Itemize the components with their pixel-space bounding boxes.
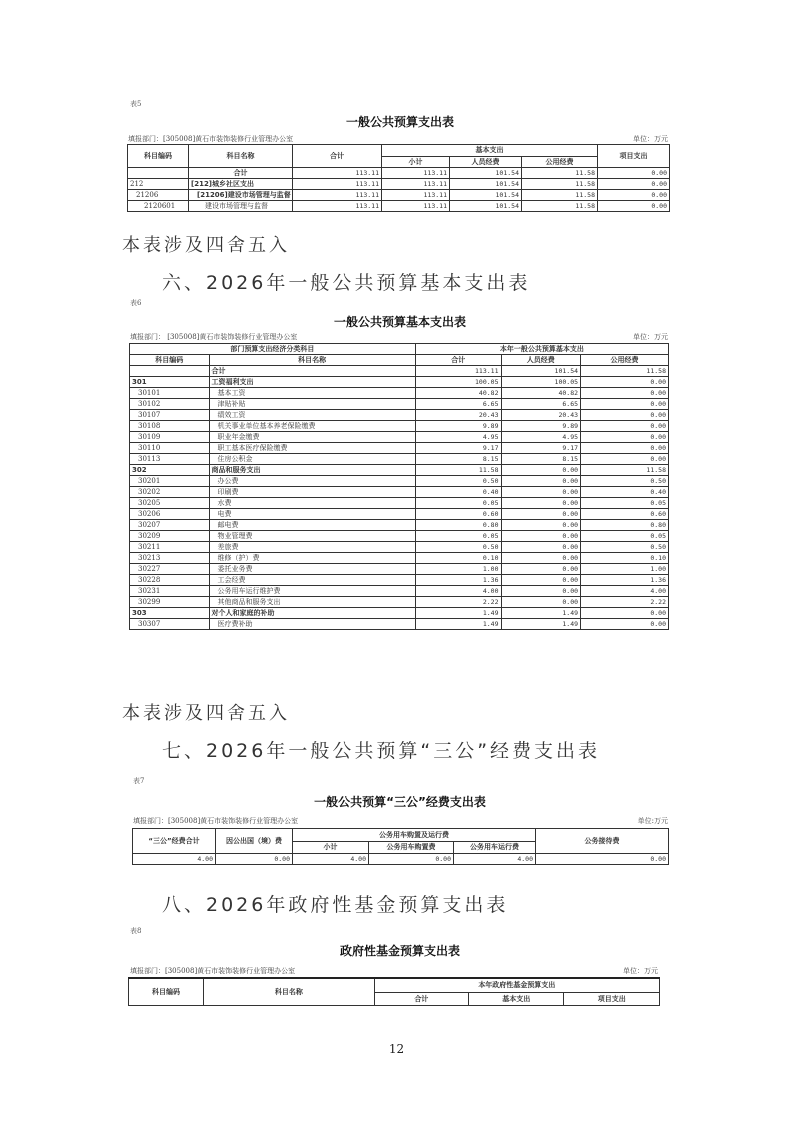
t5-cell-code [128, 168, 189, 179]
t6-cell-public: 0.10 [581, 553, 669, 564]
t6-cell-code: 30227 [130, 564, 210, 575]
t6-h-personnel: 人员经费 [501, 355, 581, 366]
t5-cell-total: 113.11 [293, 168, 382, 179]
table7-unit: 单位:万元 [637, 817, 668, 825]
t6-cell-personnel: 0.00 [501, 498, 581, 509]
t7-car-purchase: 0.00 [369, 854, 454, 865]
t6-cell-personnel: 101.54 [501, 366, 581, 377]
t6-cell-code: 30213 [130, 553, 210, 564]
t6-cell-public: 11.58 [581, 366, 669, 377]
t6-h-total: 合计 [415, 355, 501, 366]
t5-cell-public: 11.58 [522, 190, 598, 201]
t6-cell-name: 工会经费 [209, 575, 415, 586]
t6-cell-personnel: 0.00 [501, 586, 581, 597]
t7-h-reception: 公务接待费 [536, 829, 669, 854]
t6-cell-total: 4.00 [415, 586, 501, 597]
t6-cell-code [130, 366, 210, 377]
table5-tag: 表5 [130, 100, 142, 108]
t7-total: 4.00 [133, 854, 216, 865]
t6-cell-total: 8.15 [415, 454, 501, 465]
t5-cell-personnel: 101.54 [450, 201, 522, 212]
t6-cell-personnel: 0.00 [501, 564, 581, 575]
table-row [130, 388, 669, 399]
table5 [127, 144, 670, 212]
t6-cell-total: 0.05 [415, 531, 501, 542]
t6-cell-code: 30211 [130, 542, 210, 553]
t6-cell-code: 30108 [130, 421, 210, 432]
t6-h-group-right: 本年一般公共预算基本支出 [415, 344, 668, 355]
t6-cell-total: 20.43 [415, 410, 501, 421]
t8-h-project: 项目支出 [564, 992, 660, 1005]
page-number: 12 [388, 1042, 405, 1056]
t6-cell-public: 0.00 [581, 619, 669, 630]
t6-cell-total: 0.50 [415, 542, 501, 553]
t6-cell-name: 水费 [209, 498, 415, 509]
t7-h-abroad: 因公出国（境）费 [216, 829, 293, 854]
t6-cell-code: 30101 [130, 388, 210, 399]
t6-cell-personnel: 0.00 [501, 487, 581, 498]
table-row [130, 366, 669, 377]
t6-cell-code: 30109 [130, 432, 210, 443]
table-row [130, 476, 669, 487]
t5-h-public: 公用经费 [522, 156, 598, 168]
t6-cell-public: 0.50 [581, 542, 669, 553]
table-row [130, 564, 669, 575]
t6-cell-personnel: 0.00 [501, 542, 581, 553]
t5-h-code: 科目编码 [128, 145, 189, 168]
t8-h-name: 科目名称 [204, 978, 375, 1006]
t5-cell-public: 11.58 [522, 179, 598, 190]
t6-cell-code: 302 [130, 465, 210, 476]
t6-cell-code: 30102 [130, 399, 210, 410]
t6-cell-public: 1.36 [581, 575, 669, 586]
t5-cell-subtotal: 113.11 [382, 201, 450, 212]
t6-cell-public: 0.60 [581, 509, 669, 520]
t6-cell-total: 0.40 [415, 487, 501, 498]
t6-h-group-left: 部门预算支出经济分类科目 [130, 344, 416, 355]
t5-h-personnel: 人员经费 [450, 156, 522, 168]
table-row [130, 531, 669, 542]
t6-cell-name: 维修（护）费 [209, 553, 415, 564]
table6 [129, 343, 669, 630]
t5-cell-name: 建设市场管理与监督 [189, 201, 293, 212]
t8-h-group: 本年政府性基金预算支出 [374, 978, 659, 992]
table-row [130, 443, 669, 454]
t6-cell-name: 物业管理费 [209, 531, 415, 542]
t6-cell-public: 0.05 [581, 531, 669, 542]
t6-cell-name: 委托业务费 [209, 564, 415, 575]
t6-cell-personnel: 0.00 [501, 553, 581, 564]
table-row [130, 421, 669, 432]
table-row [128, 201, 670, 212]
t6-cell-code: 30202 [130, 487, 210, 498]
t6-cell-personnel: 8.15 [501, 454, 581, 465]
t6-cell-public: 0.00 [581, 432, 669, 443]
t6-cell-personnel: 4.95 [501, 432, 581, 443]
t5-cell-subtotal: 113.11 [382, 179, 450, 190]
t6-cell-name: 其他商品和服务支出 [209, 597, 415, 608]
t6-cell-code: 30201 [130, 476, 210, 487]
t6-cell-total: 100.05 [415, 377, 501, 388]
t6-cell-total: 1.00 [415, 564, 501, 575]
table8-tag: 表8 [130, 927, 142, 935]
section-heading-6: 六、2026年一般公共预算基本支出表 [162, 272, 531, 294]
t6-cell-name: 基本工资 [209, 388, 415, 399]
t5-cell-personnel: 101.54 [450, 168, 522, 179]
table5-title: 一般公共预算支出表 [345, 115, 454, 129]
table6-title: 一般公共预算基本支出表 [333, 315, 466, 329]
t6-cell-code: 303 [130, 608, 210, 619]
t7-car-operation: 4.00 [454, 854, 536, 865]
t6-cell-name: 电费 [209, 509, 415, 520]
t6-h-name: 科目名称 [209, 355, 415, 366]
t6-cell-name: 对个人和家庭的补助 [209, 608, 415, 619]
table8-title: 政府性基金预算支出表 [339, 944, 460, 958]
table-row [130, 597, 669, 608]
t6-cell-personnel: 0.00 [501, 465, 581, 476]
t6-cell-public: 0.50 [581, 476, 669, 487]
t6-cell-name: 机关事业单位基本养老保险缴费 [209, 421, 415, 432]
t6-cell-personnel: 6.65 [501, 399, 581, 410]
t6-cell-name: 住房公积金 [209, 454, 415, 465]
t6-h-code: 科目编码 [130, 355, 210, 366]
t5-cell-total: 113.11 [293, 179, 382, 190]
table-row [130, 377, 669, 388]
table6-tag: 表6 [130, 299, 142, 307]
t5-cell-total: 113.11 [293, 201, 382, 212]
t6-cell-code: 30206 [130, 509, 210, 520]
t6-cell-public: 0.00 [581, 377, 669, 388]
t5-cell-project: 0.00 [598, 201, 670, 212]
t6-cell-code: 30209 [130, 531, 210, 542]
t6-cell-code: 30299 [130, 597, 210, 608]
t6-cell-personnel: 0.00 [501, 531, 581, 542]
table7-title: 一般公共预算“三公”经费支出表 [314, 795, 486, 809]
table5-dept: 填报部门：[305008]黄石市装饰装修行业管理办公室 [128, 135, 294, 143]
t7-car-subtotal: 4.00 [293, 854, 369, 865]
t6-cell-personnel: 0.00 [501, 597, 581, 608]
t6-cell-total: 0.60 [415, 509, 501, 520]
t6-cell-personnel: 0.00 [501, 509, 581, 520]
t6-cell-total: 11.58 [415, 465, 501, 476]
t5-cell-subtotal: 113.11 [382, 168, 450, 179]
t6-cell-name: 职工基本医疗保险缴费 [209, 443, 415, 454]
t6-cell-total: 4.95 [415, 432, 501, 443]
table5-unit: 单位：万元 [633, 135, 668, 143]
table-row [130, 586, 669, 597]
table-row [130, 454, 669, 465]
t6-cell-name: 职业年金缴费 [209, 432, 415, 443]
t6-cell-name: 差旅费 [209, 542, 415, 553]
t5-cell-code: 21206 [128, 190, 189, 201]
t6-cell-name: 商品和服务支出 [209, 465, 415, 476]
t5-cell-total: 113.11 [293, 190, 382, 201]
t6-cell-code: 30207 [130, 520, 210, 531]
t5-h-name: 科目名称 [189, 145, 293, 168]
rounding-note-1: 本表涉及四舍五入 [122, 235, 290, 256]
t7-h-car-group: 公务用车购置及运行费 [293, 829, 536, 842]
table-row [128, 179, 670, 190]
table7-dept: 填报部门：[305008]黄石市装饰装修行业管理办公室 [133, 817, 299, 825]
t6-cell-code: 301 [130, 377, 210, 388]
t6-cell-total: 0.05 [415, 498, 501, 509]
t6-cell-public: 0.00 [581, 421, 669, 432]
table-row [128, 168, 670, 179]
t5-h-project: 项目支出 [598, 145, 670, 168]
table8 [128, 977, 660, 1006]
table-row [130, 465, 669, 476]
t6-cell-public: 2.22 [581, 597, 669, 608]
t6-cell-name: 邮电费 [209, 520, 415, 531]
t6-cell-total: 1.36 [415, 575, 501, 586]
t5-cell-project: 0.00 [598, 190, 670, 201]
table-row [130, 575, 669, 586]
t6-cell-total: 9.17 [415, 443, 501, 454]
t6-cell-public: 0.00 [581, 399, 669, 410]
table7-tag: 表7 [133, 777, 145, 785]
t7-h-car-purchase: 公务用车购置费 [369, 841, 454, 854]
t6-cell-total: 6.65 [415, 399, 501, 410]
table-row [130, 432, 669, 443]
table-row [130, 498, 669, 509]
t6-cell-personnel: 40.82 [501, 388, 581, 399]
t5-cell-personnel: 101.54 [450, 179, 522, 190]
t6-cell-code: 30110 [130, 443, 210, 454]
table-row [130, 553, 669, 564]
t5-cell-name: 合计 [189, 168, 293, 179]
section-heading-7: 七、2026年一般公共预算“三公”经费支出表 [162, 740, 601, 762]
t6-cell-total: 0.80 [415, 520, 501, 531]
t5-cell-project: 0.00 [598, 179, 670, 190]
t8-h-basic: 基本支出 [469, 992, 564, 1005]
t6-cell-name: 绩效工资 [209, 410, 415, 421]
t6-cell-code: 30113 [130, 454, 210, 465]
t5-h-basic: 基本支出 [382, 145, 598, 157]
t6-cell-public: 4.00 [581, 586, 669, 597]
t6-cell-public: 0.80 [581, 520, 669, 531]
t8-h-code: 科目编码 [129, 978, 204, 1006]
t5-cell-subtotal: 113.11 [382, 190, 450, 201]
table8-unit: 单位：万元 [623, 967, 658, 975]
t6-cell-total: 9.89 [415, 421, 501, 432]
t6-cell-public: 0.00 [581, 443, 669, 454]
table-row [130, 542, 669, 553]
table-row [130, 619, 669, 630]
table6-unit: 单位：万元 [633, 333, 668, 341]
t7-h-car-operation: 公务用车运行费 [454, 841, 536, 854]
t5-cell-public: 11.58 [522, 168, 598, 179]
t7-abroad: 0.00 [216, 854, 293, 865]
t6-cell-name: 合计 [209, 366, 415, 377]
t6-cell-name: 印刷费 [209, 487, 415, 498]
t6-cell-personnel: 9.17 [501, 443, 581, 454]
t6-cell-total: 1.49 [415, 619, 501, 630]
t7-h-total: “三公”经费合计 [133, 829, 216, 854]
t7-h-car-subtotal: 小计 [293, 841, 369, 854]
t6-cell-name: 医疗费补助 [209, 619, 415, 630]
table8-dept: 填报部门：[305008]黄石市装饰装修行业管理办公室 [130, 967, 296, 975]
t6-cell-public: 1.00 [581, 564, 669, 575]
t6-cell-public: 0.40 [581, 487, 669, 498]
table-row [130, 399, 669, 410]
table-row [130, 509, 669, 520]
t6-cell-personnel: 9.89 [501, 421, 581, 432]
t6-cell-total: 0.10 [415, 553, 501, 564]
table6-dept: 填报部门： [305008]黄石市装饰装修行业管理办公室 [130, 333, 298, 341]
t6-h-public: 公用经费 [581, 355, 669, 366]
t6-cell-code: 30228 [130, 575, 210, 586]
t8-h-total: 合计 [374, 992, 468, 1005]
t7-reception: 0.00 [536, 854, 669, 865]
t6-cell-public: 0.05 [581, 498, 669, 509]
t6-cell-total: 1.49 [415, 608, 501, 619]
rounding-note-2: 本表涉及四舍五入 [122, 703, 290, 724]
section-heading-8: 八、2026年政府性基金预算支出表 [162, 894, 509, 916]
t6-cell-name: 公务用车运行维护费 [209, 586, 415, 597]
t6-cell-public: 11.58 [581, 465, 669, 476]
t6-cell-code: 30231 [130, 586, 210, 597]
t5-cell-code: 2120601 [128, 201, 189, 212]
t5-h-subtotal: 小计 [382, 156, 450, 168]
t5-cell-name: [21206]建设市场管理与监督 [189, 190, 293, 201]
t6-cell-personnel: 0.00 [501, 520, 581, 531]
t6-cell-personnel: 20.43 [501, 410, 581, 421]
table-row [130, 520, 669, 531]
t6-cell-personnel: 0.00 [501, 476, 581, 487]
t6-cell-total: 113.11 [415, 366, 501, 377]
t6-cell-personnel: 1.49 [501, 608, 581, 619]
t5-cell-personnel: 101.54 [450, 190, 522, 201]
t6-cell-total: 0.50 [415, 476, 501, 487]
t6-cell-public: 0.00 [581, 454, 669, 465]
t6-cell-total: 40.82 [415, 388, 501, 399]
t6-cell-public: 0.00 [581, 410, 669, 421]
t6-cell-personnel: 0.00 [501, 575, 581, 586]
t5-cell-name: [212]城乡社区支出 [189, 179, 293, 190]
t5-cell-public: 11.58 [522, 201, 598, 212]
table-row [130, 410, 669, 421]
table-row [128, 190, 670, 201]
t5-cell-code: 212 [128, 179, 189, 190]
t6-cell-personnel: 100.05 [501, 377, 581, 388]
t6-cell-name: 办公费 [209, 476, 415, 487]
t6-cell-public: 0.00 [581, 608, 669, 619]
table7 [132, 828, 669, 865]
t6-cell-code: 30307 [130, 619, 210, 630]
t6-cell-personnel: 1.49 [501, 619, 581, 630]
t5-cell-project: 0.00 [598, 168, 670, 179]
t6-cell-public: 0.00 [581, 388, 669, 399]
t6-cell-code: 30107 [130, 410, 210, 421]
table-row [133, 854, 669, 865]
t6-cell-total: 2.22 [415, 597, 501, 608]
t6-cell-name: 工资福利支出 [209, 377, 415, 388]
table-row [130, 608, 669, 619]
t6-cell-name: 津贴补贴 [209, 399, 415, 410]
t6-cell-code: 30205 [130, 498, 210, 509]
t5-h-total: 合计 [293, 145, 382, 168]
table-row [130, 487, 669, 498]
